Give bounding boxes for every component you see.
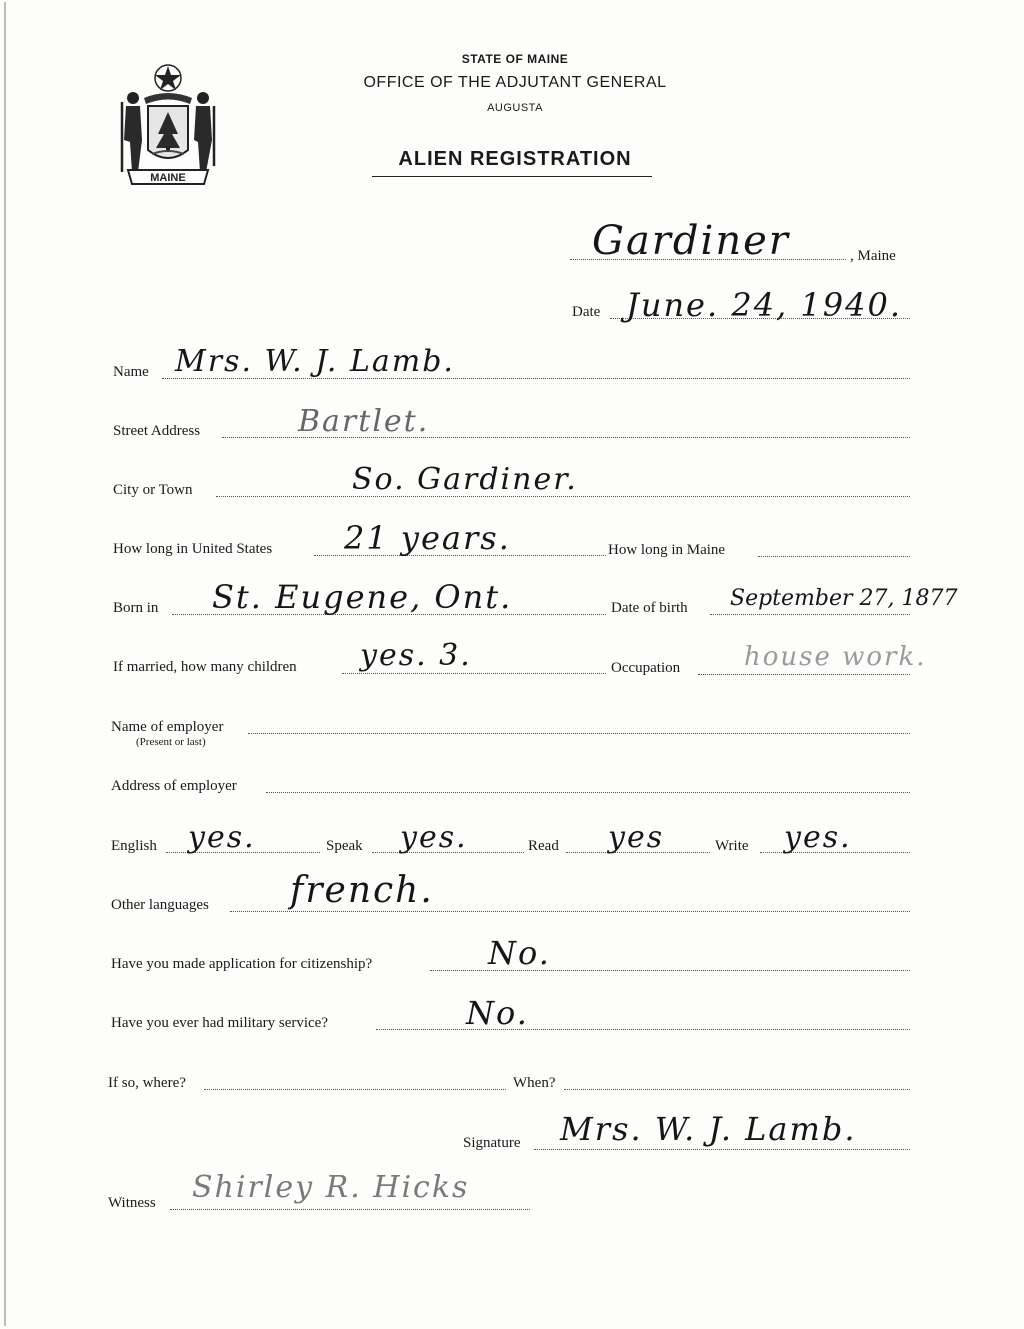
date-of-birth-label: Date of birth xyxy=(611,600,688,616)
speak-value: yes. xyxy=(400,820,468,855)
other-languages-value: french. xyxy=(290,870,434,911)
write-label: Write xyxy=(715,838,749,854)
street-address-label: Street Address xyxy=(113,423,201,439)
born-in-value: St. Eugene, Ont. xyxy=(212,578,513,616)
born-in-label: Born in xyxy=(113,600,159,616)
employer-address-field-line xyxy=(266,792,910,793)
maine-state-seal-icon xyxy=(114,62,222,190)
when-label: When? xyxy=(513,1075,556,1091)
other-languages-field-line xyxy=(230,911,910,912)
witness-label: Witness xyxy=(108,1195,156,1211)
town-value: Gardiner xyxy=(592,218,790,264)
witness-value: Shirley R. Hicks xyxy=(192,1170,470,1205)
signature-label: Signature xyxy=(463,1135,521,1151)
street-address-value: Bartlet. xyxy=(298,404,430,439)
date-value: June. 24, 1940. xyxy=(626,286,902,324)
date-of-birth-field-line xyxy=(710,614,910,615)
header-city: AUGUSTA xyxy=(487,102,543,114)
military-value: No. xyxy=(466,994,529,1032)
header-state: STATE OF MAINE xyxy=(461,52,569,66)
if-so-where-field-line xyxy=(204,1089,506,1090)
occupation-field-line xyxy=(698,674,910,675)
signature-value: Mrs. W. J. Lamb. xyxy=(560,1110,857,1148)
occupation-value: house work. xyxy=(744,642,927,672)
city-label: City or Town xyxy=(113,482,193,498)
read-value: yes xyxy=(608,820,665,855)
date-of-birth-value: September 27, 1877 xyxy=(730,586,958,611)
other-languages-label: Other languages xyxy=(111,897,209,913)
write-value: yes. xyxy=(784,820,852,855)
title-underline xyxy=(372,176,652,177)
citizenship-value: No. xyxy=(488,934,551,972)
speak-label: Speak xyxy=(326,838,363,854)
employer-address-label: Address of employer xyxy=(111,778,237,794)
married-children-value: yes. 3. xyxy=(360,638,472,673)
name-value: Mrs. W. J. Lamb. xyxy=(175,344,455,379)
header-office: OFFICE OF THE ADJUTANT GENERAL xyxy=(363,74,667,91)
witness-field-line xyxy=(170,1209,530,1210)
when-field-line xyxy=(564,1089,910,1090)
city-value: So. Gardiner. xyxy=(352,462,578,497)
how-long-maine-field-line xyxy=(758,556,910,557)
how-long-maine-label: How long in Maine xyxy=(608,542,726,558)
employer-name-sublabel: (Present or last) xyxy=(136,736,206,748)
military-label: Have you ever had military service? xyxy=(111,1015,328,1031)
employer-name-label: Name of employer xyxy=(111,719,224,735)
if-so-where-label: If so, where? xyxy=(108,1075,186,1091)
occupation-label: Occupation xyxy=(611,660,681,676)
form-title: ALIEN REGISTRATION xyxy=(398,148,632,170)
maine-label: , Maine xyxy=(850,248,896,264)
signature-field-line xyxy=(534,1149,910,1150)
date-label: Date xyxy=(572,304,601,320)
name-label: Name xyxy=(113,364,149,380)
read-label: Read xyxy=(528,838,559,854)
how-long-us-label: How long in United States xyxy=(113,541,273,557)
seal-banner-text: MAINE xyxy=(150,172,186,184)
military-field-line xyxy=(376,1029,910,1030)
how-long-us-value: 21 years. xyxy=(344,519,511,557)
english-label: English xyxy=(111,838,157,854)
citizenship-label: Have you made application for citizenship? xyxy=(111,956,373,972)
english-value: yes. xyxy=(188,820,256,855)
married-children-label: If married, how many children xyxy=(113,659,297,675)
employer-name-field-line xyxy=(248,733,910,734)
married-children-field-line xyxy=(342,673,606,674)
